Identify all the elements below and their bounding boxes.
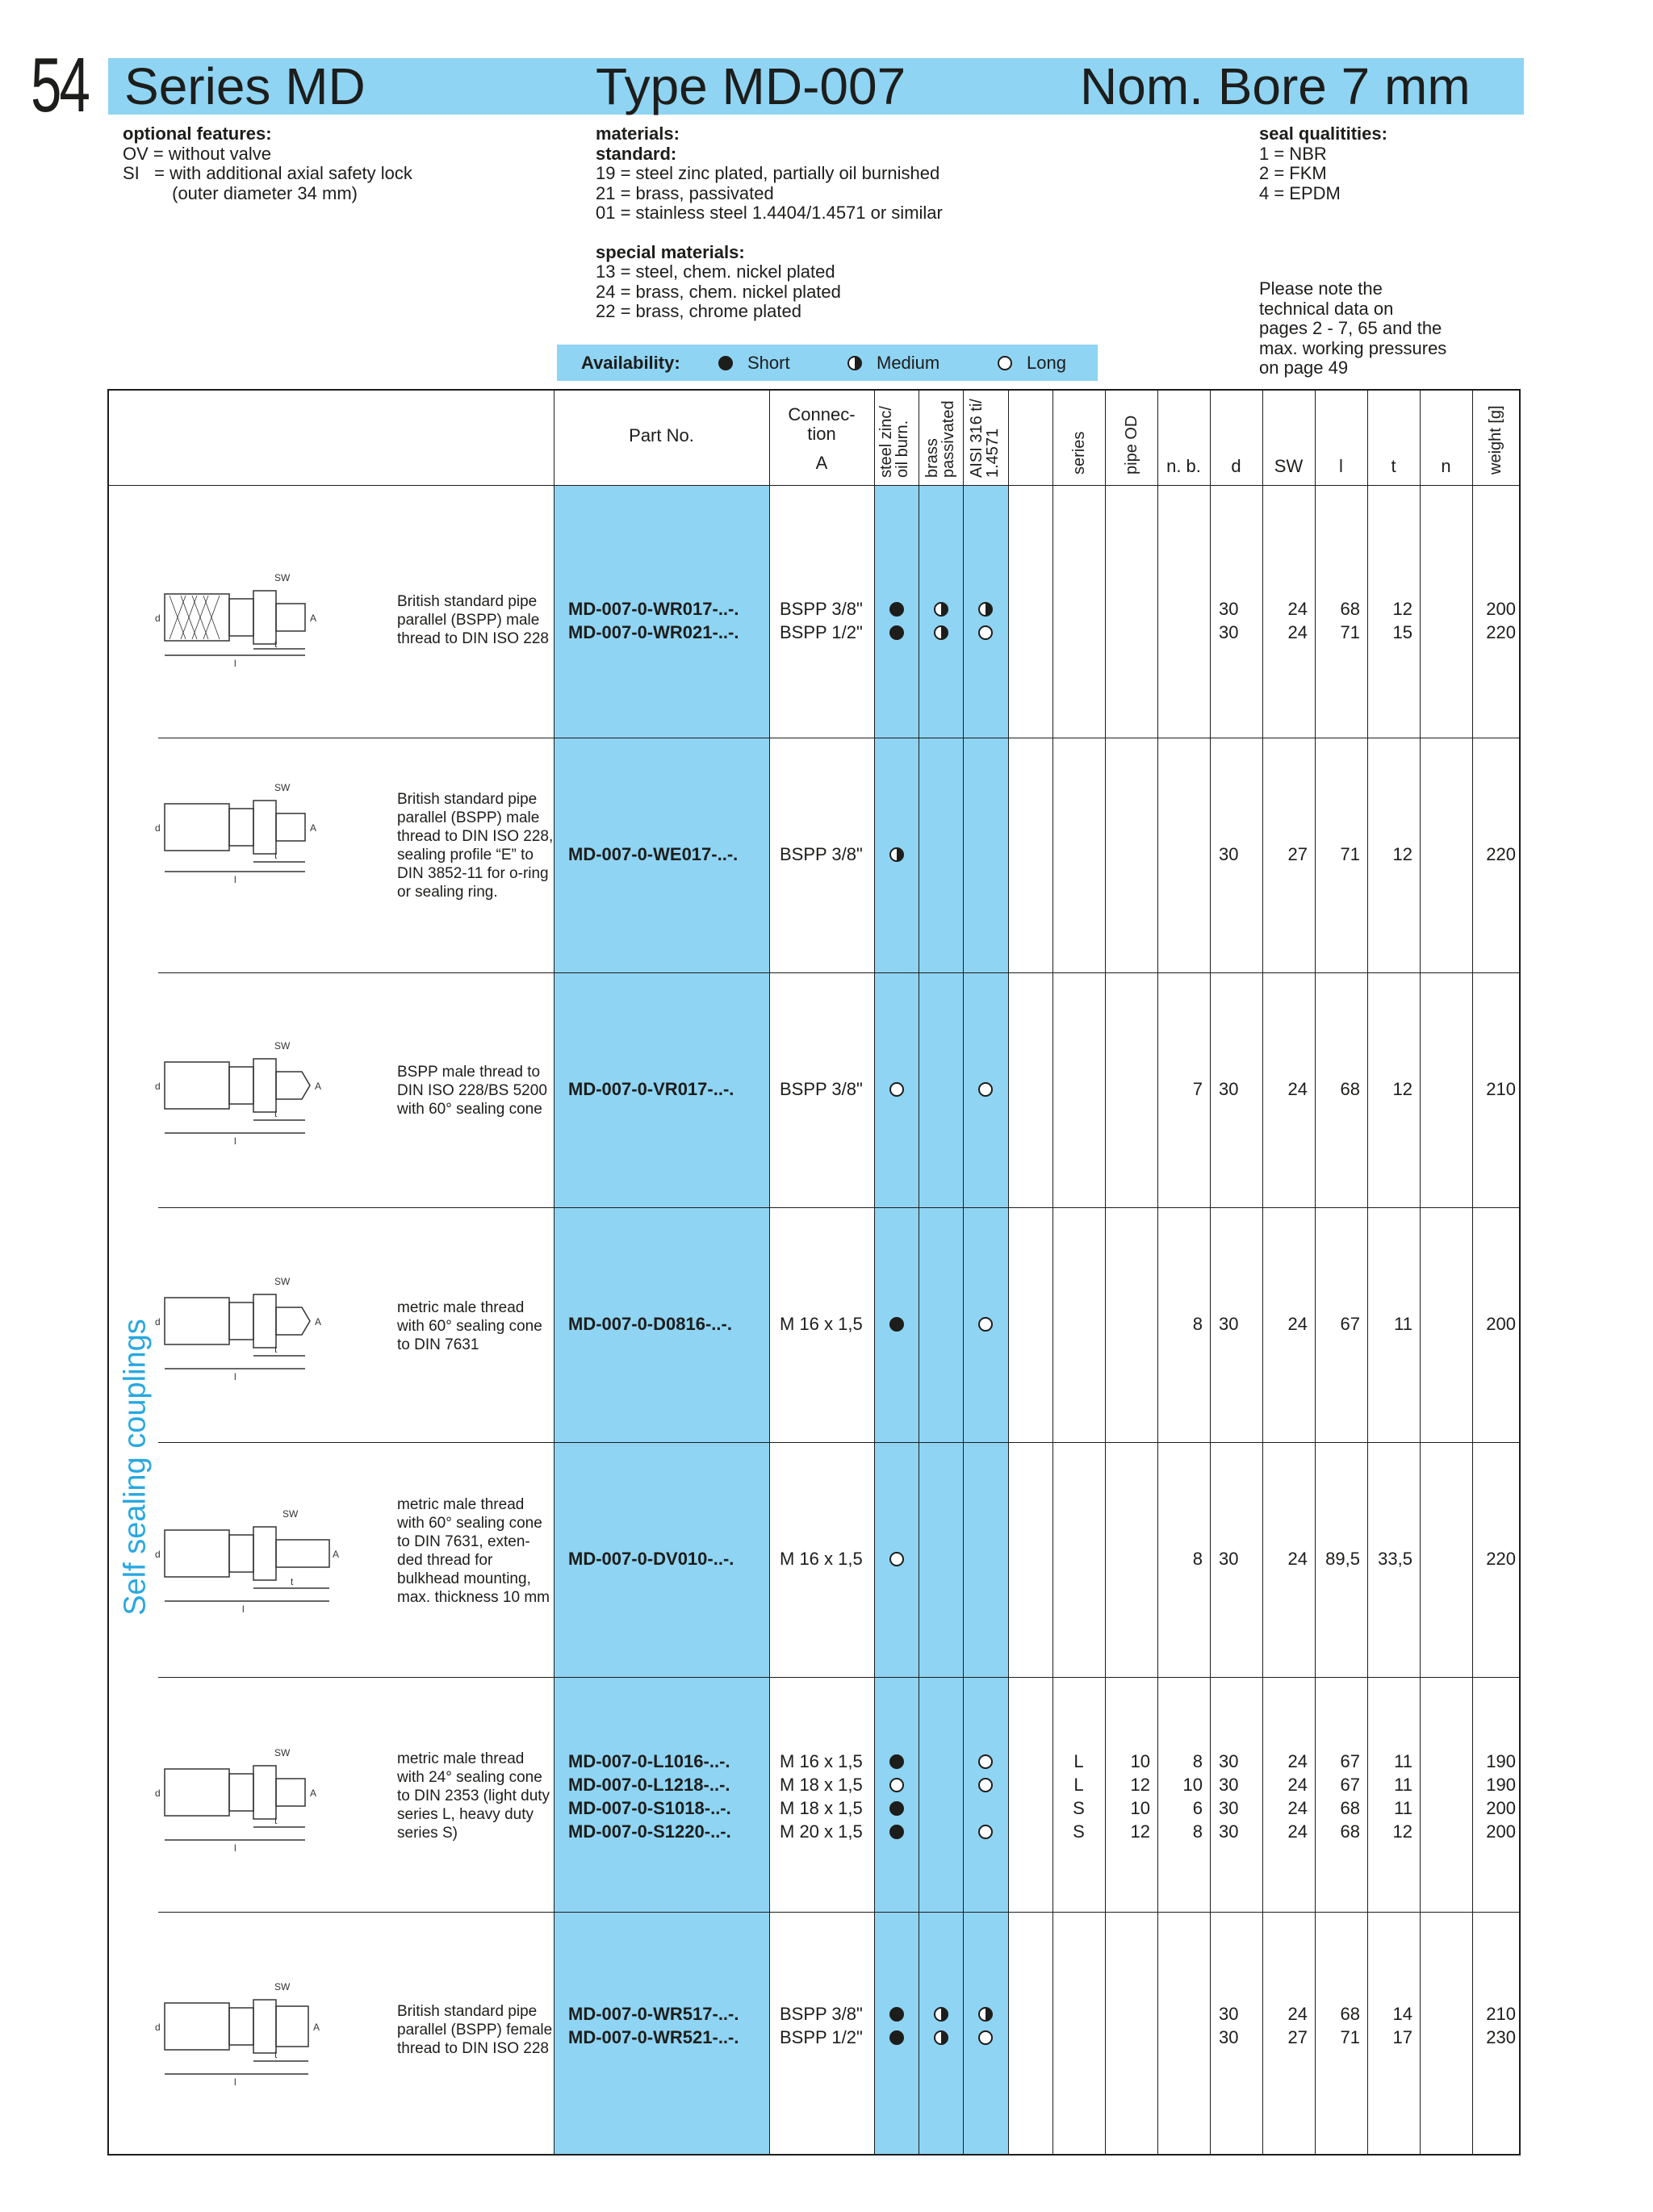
part-number: MD-007-0-L1218-..-. — [568, 1775, 730, 1795]
drawing-label-l: l — [234, 658, 236, 669]
title-bar — [108, 58, 1524, 115]
cell-conn: M 16 x 1,5 — [780, 1314, 863, 1334]
aisi-availability-icon — [978, 625, 993, 640]
cell-conn: BSPP 3/8" — [780, 599, 863, 619]
cell-series: S — [1073, 1798, 1085, 1818]
header-connection: Connec- tion A — [788, 404, 856, 473]
header-aisi: AISI 316 ti/ 1.4571 — [968, 399, 1002, 478]
part-number: MD-007-0-D0816-..-. — [568, 1314, 732, 1334]
drawing-label-sw: SW — [282, 1508, 299, 1520]
material-line: 01 = stainless steel 1.4404/1.4571 or similar — [596, 203, 943, 223]
cell-t: 15 — [1392, 622, 1412, 642]
drawing-label-sw: SW — [274, 1276, 291, 1287]
header-l: l — [1339, 456, 1343, 476]
aisi-availability-icon — [978, 1778, 993, 1792]
cell-l: 68 — [1340, 1079, 1360, 1099]
drawing-label-sw: SW — [274, 1981, 291, 1992]
seals-title: seal qualitities: — [1259, 123, 1387, 144]
drawing-label-sw: SW — [274, 572, 291, 583]
drawing-label-a: A — [333, 1549, 340, 1560]
cell-t: 14 — [1392, 2004, 1412, 2024]
note-line: max. working pressures — [1259, 337, 1447, 358]
cell-conn: BSPP 3/8" — [780, 2004, 863, 2024]
drawing-label-l: l — [234, 1135, 236, 1147]
cell-d: 30 — [1219, 844, 1239, 864]
drawing-label-t: t — [274, 850, 278, 861]
aisi-availability-icon — [978, 2007, 993, 2022]
cell-t: 33,5 — [1378, 1549, 1412, 1569]
materials-title: materials: — [596, 123, 680, 144]
cell-t: 17 — [1392, 2027, 1412, 2047]
materials — [596, 124, 943, 322]
long-availability-icon — [998, 356, 1012, 370]
cell-d: 30 — [1219, 2027, 1239, 2047]
brass-availability-icon — [934, 625, 948, 640]
cell-w: 210 — [1486, 2004, 1516, 2024]
drawing-label-sw: SW — [274, 1747, 291, 1758]
cell-w: 220 — [1486, 622, 1516, 642]
drawing-label-sw: SW — [274, 1040, 291, 1052]
special-title: special materials: — [596, 241, 745, 262]
cell-t: 11 — [1394, 1775, 1412, 1795]
optional-feature-line: SI = with additional axial safety lock — [123, 163, 412, 183]
cell-pipe: 10 — [1130, 1798, 1150, 1818]
steel-availability-icon — [889, 1317, 904, 1332]
cell-series: S — [1073, 1821, 1085, 1842]
part-number: MD-007-0-S1220-..-. — [568, 1821, 731, 1842]
cell-t: 12 — [1392, 1821, 1412, 1842]
note-line: Please note the — [1259, 278, 1383, 299]
drawing-label-l: l — [234, 874, 236, 885]
cell-nb: 8 — [1192, 1314, 1203, 1334]
drawing-label-t: t — [274, 1344, 278, 1355]
drawing-label-d: d — [155, 1081, 161, 1092]
part-number: MD-007-0-WE017-..-. — [568, 844, 739, 864]
coupling-drawing — [153, 775, 347, 896]
availability-label: Availability: — [581, 353, 680, 373]
cell-l: 89,5 — [1325, 1549, 1360, 1569]
cell-l: 67 — [1340, 1314, 1360, 1334]
aisi-availability-icon — [978, 1825, 993, 1839]
cell-conn: M 16 x 1,5 — [780, 1549, 863, 1569]
header-weight: weight [g] — [1487, 405, 1504, 475]
cell-t: 11 — [1394, 1751, 1412, 1771]
standard-title: standard: — [596, 143, 677, 164]
steel-availability-icon — [889, 1801, 904, 1816]
drawing-label-t: t — [274, 1108, 278, 1119]
note-line: technical data on — [1259, 298, 1394, 319]
coupling-drawing — [153, 1974, 347, 2095]
seal-qualities — [1259, 124, 1387, 203]
coupling-drawing — [153, 1740, 347, 1861]
row-description: BSPP male thread to DIN ISO 228/BS 5200 with 60° sealing cone — [397, 1064, 547, 1118]
cell-nb: 8 — [1192, 1751, 1203, 1771]
medium-availability-icon — [847, 356, 862, 370]
cell-l: 68 — [1340, 599, 1360, 619]
cell-nb: 8 — [1192, 1549, 1203, 1569]
cell-pipe: 12 — [1130, 1775, 1150, 1795]
cell-w: 190 — [1486, 1751, 1516, 1771]
header-t: t — [1391, 456, 1396, 476]
availability-short: Short — [747, 353, 790, 373]
optional-features — [123, 124, 412, 203]
part-number: MD-007-0-VR017-..-. — [568, 1079, 734, 1099]
cell-sw: 27 — [1287, 844, 1308, 864]
drawing-label-t: t — [274, 638, 278, 650]
cell-d: 30 — [1219, 622, 1239, 642]
coupling-drawing — [153, 1269, 347, 1390]
cell-series: L — [1073, 1751, 1084, 1771]
cell-series: L — [1073, 1775, 1084, 1795]
steel-availability-icon — [889, 847, 904, 862]
cell-w: 200 — [1486, 1821, 1516, 1842]
part-number: MD-007-0-WR521-..-. — [568, 2027, 739, 2047]
drawing-label-d: d — [155, 822, 161, 834]
drawing-label-a: A — [310, 613, 317, 624]
cell-sw: 24 — [1287, 1079, 1308, 1099]
cell-w: 230 — [1486, 2027, 1516, 2047]
aisi-availability-icon — [978, 2030, 993, 2045]
part-number: MD-007-0-WR517-..-. — [568, 2004, 739, 2024]
part-number: MD-007-0-L1016-..-. — [568, 1751, 730, 1771]
side-title: Self sealing couplings — [118, 1319, 153, 1616]
brass-availability-icon — [934, 2030, 948, 2045]
cell-conn: M 16 x 1,5 — [780, 1751, 863, 1771]
cell-sw: 24 — [1287, 622, 1308, 642]
cell-conn: M 18 x 1,5 — [780, 1775, 863, 1795]
coupling-drawing — [153, 1033, 347, 1154]
cell-w: 190 — [1486, 1775, 1516, 1795]
cell-conn: BSPP 1/2" — [780, 622, 863, 642]
header-brass: brass passivated — [923, 400, 957, 478]
cell-t: 12 — [1392, 1079, 1412, 1099]
cell-t: 11 — [1394, 1314, 1412, 1334]
cell-sw: 24 — [1287, 1549, 1308, 1569]
steel-availability-icon — [889, 1825, 904, 1839]
steel-availability-icon — [889, 1552, 904, 1566]
steel-availability-icon — [889, 1082, 904, 1097]
cell-nb: 6 — [1192, 1798, 1203, 1818]
row-description: metric male thread with 60° sealing cone to DIN 7631, exten- ded thread for bulkhead mounting, max. thickness 10 mm — [397, 1496, 550, 1606]
cell-t: 12 — [1392, 844, 1412, 864]
header-sw: SW — [1274, 456, 1304, 476]
cell-d: 30 — [1219, 1775, 1239, 1795]
drawing-label-d: d — [155, 1549, 161, 1560]
drawing-label-d: d — [155, 2022, 161, 2033]
row-description: metric male thread with 24° sealing cone to DIN 2353 (light duty series L, heavy duty series S) — [397, 1750, 550, 1842]
short-availability-icon — [718, 356, 733, 370]
material-line: 21 = brass, passivated — [596, 182, 774, 203]
drawing-label-l: l — [234, 2076, 236, 2088]
header-nb: n. b. — [1166, 456, 1201, 476]
cell-conn: M 18 x 1,5 — [780, 1798, 863, 1818]
drawing-label-a: A — [315, 1081, 322, 1092]
brass-availability-icon — [934, 602, 948, 617]
aisi-availability-icon — [978, 1317, 993, 1332]
cell-pipe: 10 — [1130, 1751, 1150, 1771]
coupling-drawing — [153, 1501, 347, 1622]
cell-l: 67 — [1340, 1751, 1360, 1771]
seal-line: 4 = EPDM — [1259, 182, 1341, 203]
cell-d: 30 — [1219, 1798, 1239, 1818]
cell-pipe: 12 — [1130, 1821, 1150, 1842]
cell-nb: 10 — [1182, 1775, 1203, 1795]
steel-availability-icon — [889, 1754, 904, 1769]
header-part-no: Part No. — [629, 425, 694, 445]
availability-long: Long — [1027, 353, 1066, 373]
cell-l: 68 — [1340, 2004, 1360, 2024]
part-number: MD-007-0-WR021-..-. — [568, 622, 739, 642]
page-number: 54 — [31, 42, 89, 128]
row-description: British standard pipe parallel (BSPP) female thread to DIN ISO 228 — [397, 2003, 553, 2057]
header-pipe-od: pipe OD — [1123, 415, 1140, 475]
drawing-label-a: A — [310, 1788, 317, 1799]
steel-availability-icon — [889, 625, 904, 640]
cell-l: 68 — [1340, 1798, 1360, 1818]
drawing-label-l: l — [242, 1604, 245, 1615]
cell-w: 200 — [1486, 599, 1516, 619]
aisi-availability-icon — [978, 602, 993, 617]
availability-legend — [557, 345, 1098, 381]
drawing-label-t: t — [274, 1815, 278, 1826]
optional-feature-line: (outer diameter 34 mm) — [123, 182, 358, 203]
cell-sw: 27 — [1287, 2027, 1308, 2047]
cell-w: 210 — [1486, 1079, 1516, 1099]
row-description: metric male thread with 60° sealing cone to DIN 7631 — [397, 1299, 542, 1353]
drawing-label-d: d — [155, 1788, 161, 1799]
drawing-label-d: d — [155, 613, 161, 624]
cell-w: 220 — [1486, 844, 1516, 864]
steel-availability-icon — [889, 602, 904, 617]
optional-features-title: optional features: — [123, 123, 272, 144]
drawing-label-d: d — [155, 1316, 161, 1328]
cell-conn: BSPP 1/2" — [780, 2027, 863, 2047]
header-series: series — [1070, 431, 1088, 475]
part-number: MD-007-0-WR017-..-. — [568, 599, 739, 619]
cell-l: 71 — [1340, 2027, 1360, 2047]
cell-w: 220 — [1486, 1549, 1516, 1569]
cell-nb: 7 — [1192, 1079, 1203, 1099]
cell-d: 30 — [1219, 2004, 1239, 2024]
seal-line: 1 = NBR — [1259, 143, 1327, 164]
drawing-label-sw: SW — [274, 782, 291, 793]
optional-feature-line: OV = without valve — [123, 143, 272, 164]
cell-d: 30 — [1219, 1314, 1239, 1334]
steel-availability-icon — [889, 2030, 904, 2045]
material-line: 22 = brass, chrome plated — [596, 301, 801, 321]
note-line: on page 49 — [1259, 358, 1349, 378]
note-line: pages 2 - 7, 65 and the — [1259, 318, 1442, 338]
cell-d: 30 — [1219, 1751, 1239, 1771]
brass-availability-icon — [934, 2007, 948, 2022]
cell-l: 71 — [1340, 844, 1360, 864]
cell-l: 67 — [1340, 1775, 1360, 1795]
material-line: 24 = brass, chem. nickel plated — [596, 281, 841, 302]
drawing-label-l: l — [234, 1371, 236, 1382]
series-title: Series MD — [124, 57, 366, 115]
cell-sw: 24 — [1287, 1775, 1308, 1795]
cell-conn: M 20 x 1,5 — [780, 1821, 863, 1842]
cell-sw: 24 — [1287, 1821, 1308, 1842]
drawing-label-a: A — [313, 2022, 320, 2033]
steel-availability-icon — [889, 1778, 904, 1792]
cell-sw: 24 — [1287, 2004, 1308, 2024]
coupling-drawing — [153, 565, 347, 686]
cell-conn: BSPP 3/8" — [780, 844, 863, 864]
drawing-label-a: A — [315, 1316, 322, 1328]
cell-d: 30 — [1219, 1549, 1239, 1569]
type-title: Type MD-007 — [596, 57, 906, 115]
cell-l: 68 — [1340, 1821, 1360, 1842]
cell-t: 12 — [1392, 599, 1412, 619]
cell-w: 200 — [1486, 1314, 1516, 1334]
drawing-label-a: A — [310, 822, 317, 834]
cell-sw: 24 — [1287, 599, 1308, 619]
drawing-label-t: t — [291, 1576, 294, 1587]
cell-sw: 24 — [1287, 1314, 1308, 1334]
cell-t: 11 — [1394, 1798, 1412, 1818]
part-number: MD-007-0-DV010-..-. — [568, 1549, 734, 1569]
header-n: n — [1441, 456, 1451, 476]
cell-d: 30 — [1219, 599, 1239, 619]
bore-title: Nom. Bore 7 mm — [1080, 57, 1471, 115]
aisi-availability-icon — [978, 1754, 993, 1769]
cell-w: 200 — [1486, 1798, 1516, 1818]
cell-d: 30 — [1219, 1079, 1239, 1099]
row-description: British standard pipe parallel (BSPP) male thread to DIN ISO 228 — [397, 593, 549, 647]
note — [1259, 279, 1446, 378]
steel-availability-icon — [889, 2007, 904, 2022]
drawing-label-l: l — [234, 1842, 236, 1854]
row-description: British standard pipe parallel (BSPP) male thread to DIN ISO 228, sealing profile “E” to DIN 3852-11 for o-ring or sealing ring. — [397, 791, 554, 901]
cell-sw: 24 — [1287, 1798, 1308, 1818]
cell-sw: 24 — [1287, 1751, 1308, 1771]
material-line: 13 = steel, chem. nickel plated — [596, 261, 835, 282]
part-number: MD-007-0-S1018-..-. — [568, 1798, 731, 1818]
material-line: 19 = steel zinc plated, partially oil burnished — [596, 163, 940, 183]
drawing-label-t: t — [274, 2049, 278, 2060]
cell-d: 30 — [1219, 1821, 1239, 1842]
header-steel: steel zinc/ oil burn. — [877, 406, 911, 478]
seal-line: 2 = FKM — [1259, 163, 1327, 183]
cell-nb: 8 — [1192, 1821, 1203, 1842]
aisi-availability-icon — [978, 1082, 993, 1097]
cell-conn: BSPP 3/8" — [780, 1079, 863, 1099]
header-d: d — [1231, 456, 1241, 476]
availability-medium: Medium — [877, 353, 940, 373]
cell-l: 71 — [1340, 622, 1360, 642]
